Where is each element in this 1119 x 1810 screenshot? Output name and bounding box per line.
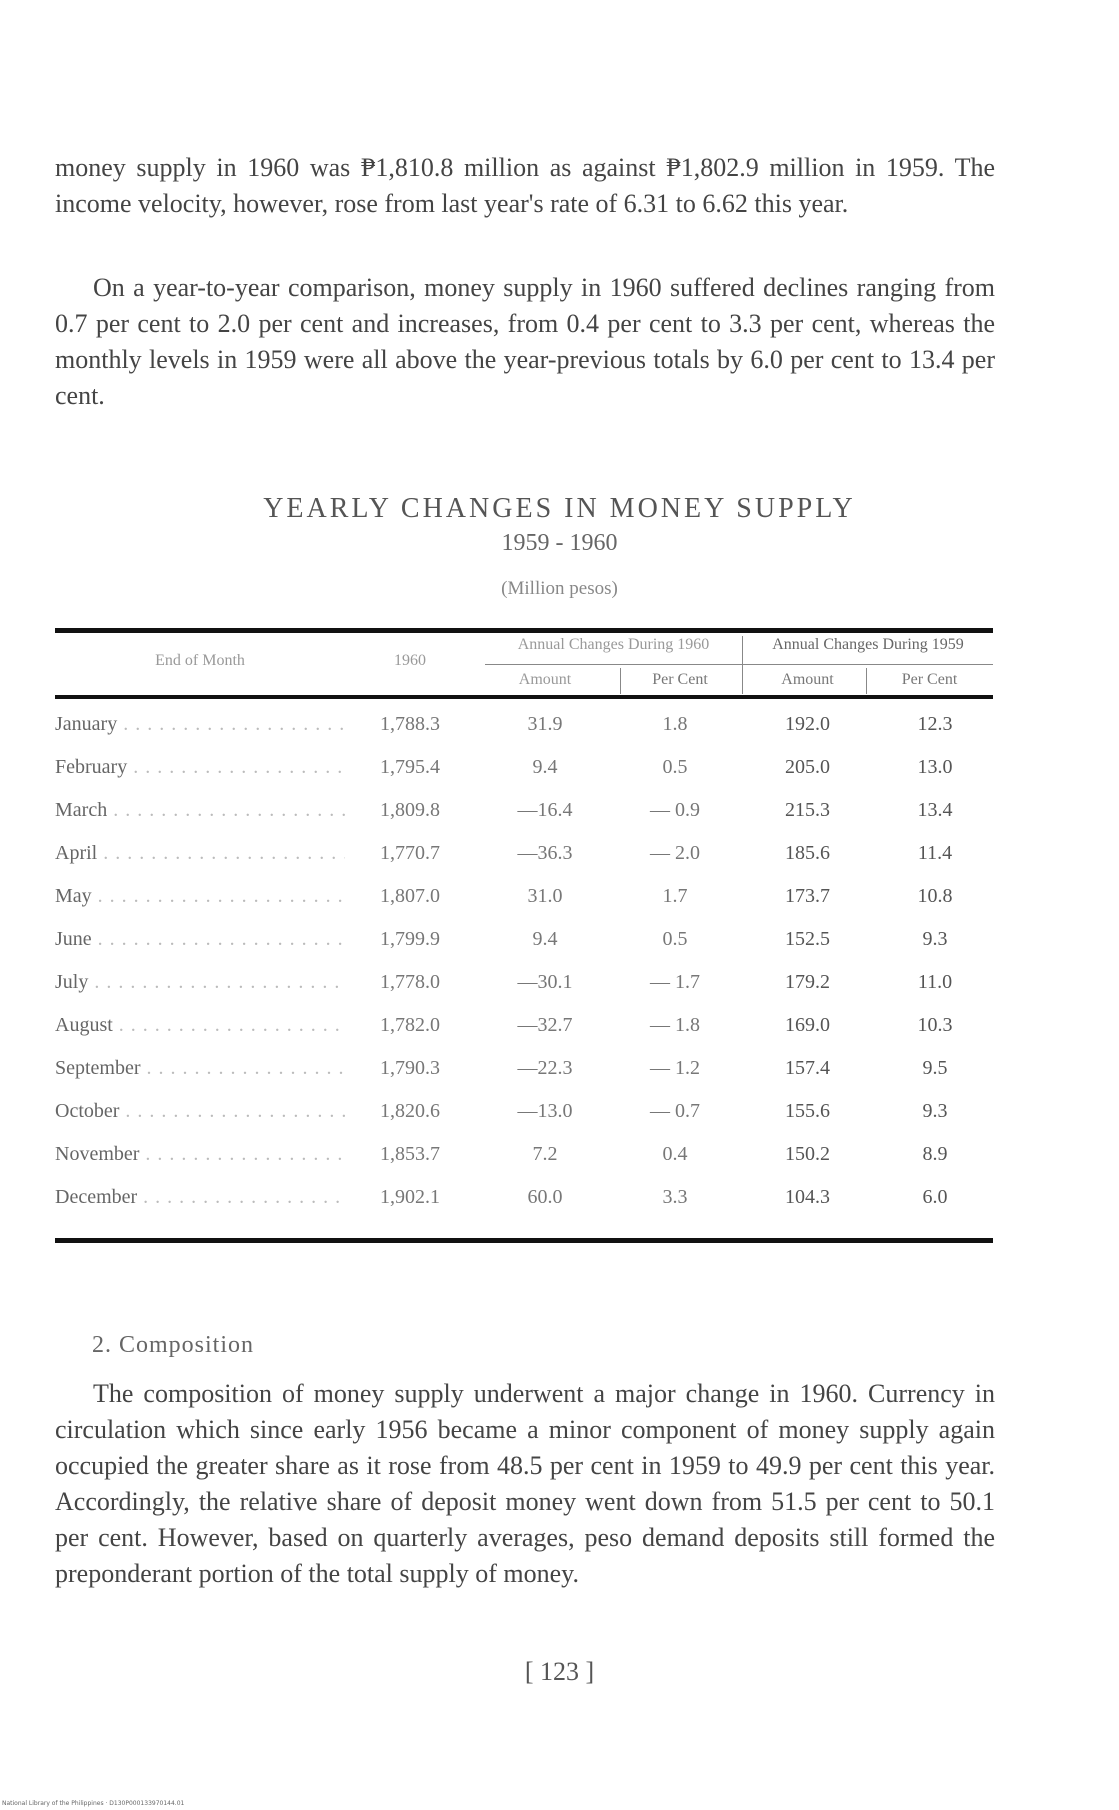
- cell-change-amount-1959: 155.6: [785, 1100, 830, 1122]
- paragraph-text: On a year-to-year comparison, money supply in 1960 suffered declines ranging from 0.7 per cent to 2.0 per cent and increases, from 0.4 per cent to 3.3 per cent, whereas the monthly levels in 1959 were all above the year-previous totals by 6.0 per cent to 13.4 per cent.: [55, 273, 995, 410]
- month-label: November . . .: [55, 1143, 345, 1165]
- cell-change-amount-1960: —22.3: [517, 1057, 573, 1079]
- cell-change-amount-1959: 185.6: [785, 842, 830, 864]
- month-label: August . . .: [55, 1014, 345, 1036]
- cell-month: [55, 1014, 345, 1037]
- cell-1960-value: 1,799.9: [380, 928, 440, 950]
- cell-month: [55, 713, 345, 736]
- cell-change-percent-1959: 9.3: [922, 928, 948, 950]
- cell-change-amount-1959: 157.4: [785, 1057, 830, 1079]
- cell-change-percent-1960: 3.3: [662, 1186, 688, 1208]
- month-label: September . . .: [55, 1057, 345, 1079]
- table-unit: (Million pesos): [501, 578, 618, 599]
- page-number: [ 123 ]: [524, 1657, 595, 1686]
- cell-change-amount-1960: —30.1: [517, 971, 573, 993]
- table-row: [55, 842, 993, 882]
- month-label: June . . .: [55, 928, 345, 950]
- cell-1960-value: 1,778.0: [380, 971, 440, 993]
- month-label: March . . .: [55, 799, 345, 821]
- table-row: [55, 885, 993, 925]
- cell-1960-value: 1,790.3: [380, 1057, 440, 1079]
- table-row: [55, 1057, 993, 1097]
- cell-month: [55, 885, 345, 908]
- cell-change-percent-1959: 8.9: [922, 1143, 948, 1165]
- table-title: YEARLY CHANGES IN MONEY SUPPLY: [263, 493, 856, 524]
- cell-change-percent-1959: 9.3: [922, 1100, 948, 1122]
- cell-change-percent-1960: 0.5: [662, 756, 688, 778]
- cell-month: [55, 1100, 345, 1123]
- table-row: [55, 928, 993, 968]
- cell-change-amount-1959: 179.2: [785, 971, 830, 993]
- cell-1960-value: 1,853.7: [380, 1143, 440, 1165]
- cell-1960-value: 1,807.0: [380, 885, 440, 907]
- cell-change-percent-1960: — 0.9: [650, 799, 700, 821]
- table-top-rule: [55, 628, 993, 633]
- header-percent-1960: Per Cent: [652, 671, 708, 688]
- cell-change-amount-1960: —32.7: [517, 1014, 573, 1036]
- header-changes-1959: Annual Changes During 1959: [772, 636, 964, 653]
- cell-1960-value: 1,902.1: [380, 1186, 440, 1208]
- cell-change-amount-1960: —36.3: [517, 842, 573, 864]
- month-label: January . . .: [55, 713, 345, 735]
- table-row: [55, 1014, 993, 1054]
- cell-change-amount-1959: 215.3: [785, 799, 830, 821]
- header-amount-1959: Amount: [781, 671, 834, 688]
- table-row: [55, 756, 993, 796]
- cell-month: [55, 1057, 345, 1080]
- header-percent-1959: Per Cent: [901, 671, 958, 688]
- cell-change-percent-1960: — 1.8: [650, 1014, 700, 1036]
- cell-change-percent-1959: 10.8: [917, 885, 953, 907]
- cell-change-amount-1959: 192.0: [785, 713, 830, 735]
- header-group-rule: [485, 664, 993, 665]
- table-row: [55, 713, 993, 753]
- header-1960: 1960: [394, 652, 426, 669]
- table-years: 1959 - 1960: [501, 530, 618, 556]
- cell-change-amount-1959: 205.0: [785, 756, 830, 778]
- table-header-rule: [55, 695, 993, 699]
- cell-change-amount-1960: 60.0: [527, 1186, 563, 1208]
- cell-month: [55, 1186, 345, 1209]
- paragraph-text: money supply in 1960 was ₱1,810.8 million as against ₱1,802.9 million in 1959. The income velocity, however, rose from last year's rate of 6.31 to 6.62 this year.: [55, 153, 995, 218]
- cell-1960-value: 1,770.7: [380, 842, 440, 864]
- cell-change-amount-1959: 150.2: [785, 1143, 830, 1165]
- cell-change-percent-1960: — 1.2: [650, 1057, 700, 1079]
- cell-change-percent-1960: — 2.0: [650, 842, 700, 864]
- cell-1960-value: 1,795.4: [380, 756, 440, 778]
- month-label: February . . .: [55, 756, 345, 778]
- cell-month: [55, 799, 345, 822]
- month-label: April . . .: [55, 842, 345, 864]
- cell-change-percent-1960: 1.8: [662, 713, 688, 735]
- cell-change-amount-1960: —13.0: [517, 1100, 573, 1122]
- cell-change-amount-1960: 7.2: [532, 1143, 558, 1165]
- cell-1960-value: 1,782.0: [380, 1014, 440, 1036]
- paragraph-text: The composition of money supply underwent a major change in 1960. Currency in circulation which since early 1956 became a minor component of money supply again occupied the greater share as it rose from 48.5 per cent in 1959 to 49.9 per cent this year. Accordingly, the relative share of deposit money went down from 51.5 per cent to 50.1 per cent. However, based on quarterly averages, peso demand deposits still formed the preponderant portion of the total supply of money.: [55, 1379, 995, 1588]
- cell-change-percent-1959: 9.5: [922, 1057, 948, 1079]
- paragraph-money-supply: [55, 150, 995, 222]
- month-label: December . . .: [55, 1186, 345, 1208]
- cell-change-amount-1959: 169.0: [785, 1014, 830, 1036]
- cell-change-amount-1959: 152.5: [785, 928, 830, 950]
- cell-month: [55, 1143, 345, 1166]
- footer-credit: National Library of the Philippines · D130P000133970144.01: [2, 1800, 185, 1807]
- cell-change-percent-1960: 0.4: [662, 1143, 688, 1165]
- cell-change-amount-1960: 9.4: [532, 756, 558, 778]
- table-row: [55, 1100, 993, 1140]
- cell-1960-value: 1,820.6: [380, 1100, 440, 1122]
- header-amount-1960: Amount: [518, 671, 572, 688]
- cell-change-percent-1959: 10.3: [917, 1014, 953, 1036]
- cell-month: [55, 842, 345, 865]
- cell-change-amount-1960: 9.4: [532, 928, 558, 950]
- cell-month: [55, 756, 345, 779]
- cell-change-percent-1960: 0.5: [662, 928, 688, 950]
- cell-1960-value: 1,809.8: [380, 799, 440, 821]
- table-row: [55, 799, 993, 839]
- cell-change-amount-1960: 31.0: [527, 885, 563, 907]
- cell-change-percent-1959: 13.4: [917, 799, 953, 821]
- cell-change-amount-1960: —16.4: [517, 799, 573, 821]
- cell-change-percent-1959: 6.0: [922, 1186, 948, 1208]
- table-row: [55, 1186, 993, 1226]
- month-label: October . . .: [55, 1100, 345, 1122]
- cell-change-percent-1960: — 1.7: [650, 971, 700, 993]
- cell-change-amount-1959: 173.7: [785, 885, 830, 907]
- cell-change-amount-1960: 31.9: [527, 713, 563, 735]
- paragraph-composition: [55, 1376, 995, 1592]
- section-heading: 2. Composition: [92, 1332, 255, 1358]
- header-changes-1960: Annual Changes During 1960: [517, 636, 710, 653]
- cell-change-percent-1960: 1.7: [662, 885, 688, 907]
- cell-change-percent-1959: 11.4: [917, 842, 953, 864]
- cell-change-percent-1959: 13.0: [917, 756, 953, 778]
- table-row: [55, 971, 993, 1011]
- month-label: July . . .: [55, 971, 345, 993]
- table-bottom-rule: [55, 1238, 993, 1243]
- cell-month: [55, 928, 345, 951]
- cell-change-percent-1959: 12.3: [917, 713, 953, 735]
- month-label: May . . .: [55, 885, 345, 907]
- cell-change-amount-1959: 104.3: [785, 1186, 830, 1208]
- header-end-of-month: End of Month: [155, 652, 245, 669]
- cell-change-percent-1959: 11.0: [917, 971, 953, 993]
- cell-1960-value: 1,788.3: [380, 713, 440, 735]
- table-row: [55, 1143, 993, 1183]
- paragraph-year-comparison: [55, 270, 995, 414]
- cell-month: [55, 971, 345, 994]
- cell-change-percent-1960: — 0.7: [650, 1100, 700, 1122]
